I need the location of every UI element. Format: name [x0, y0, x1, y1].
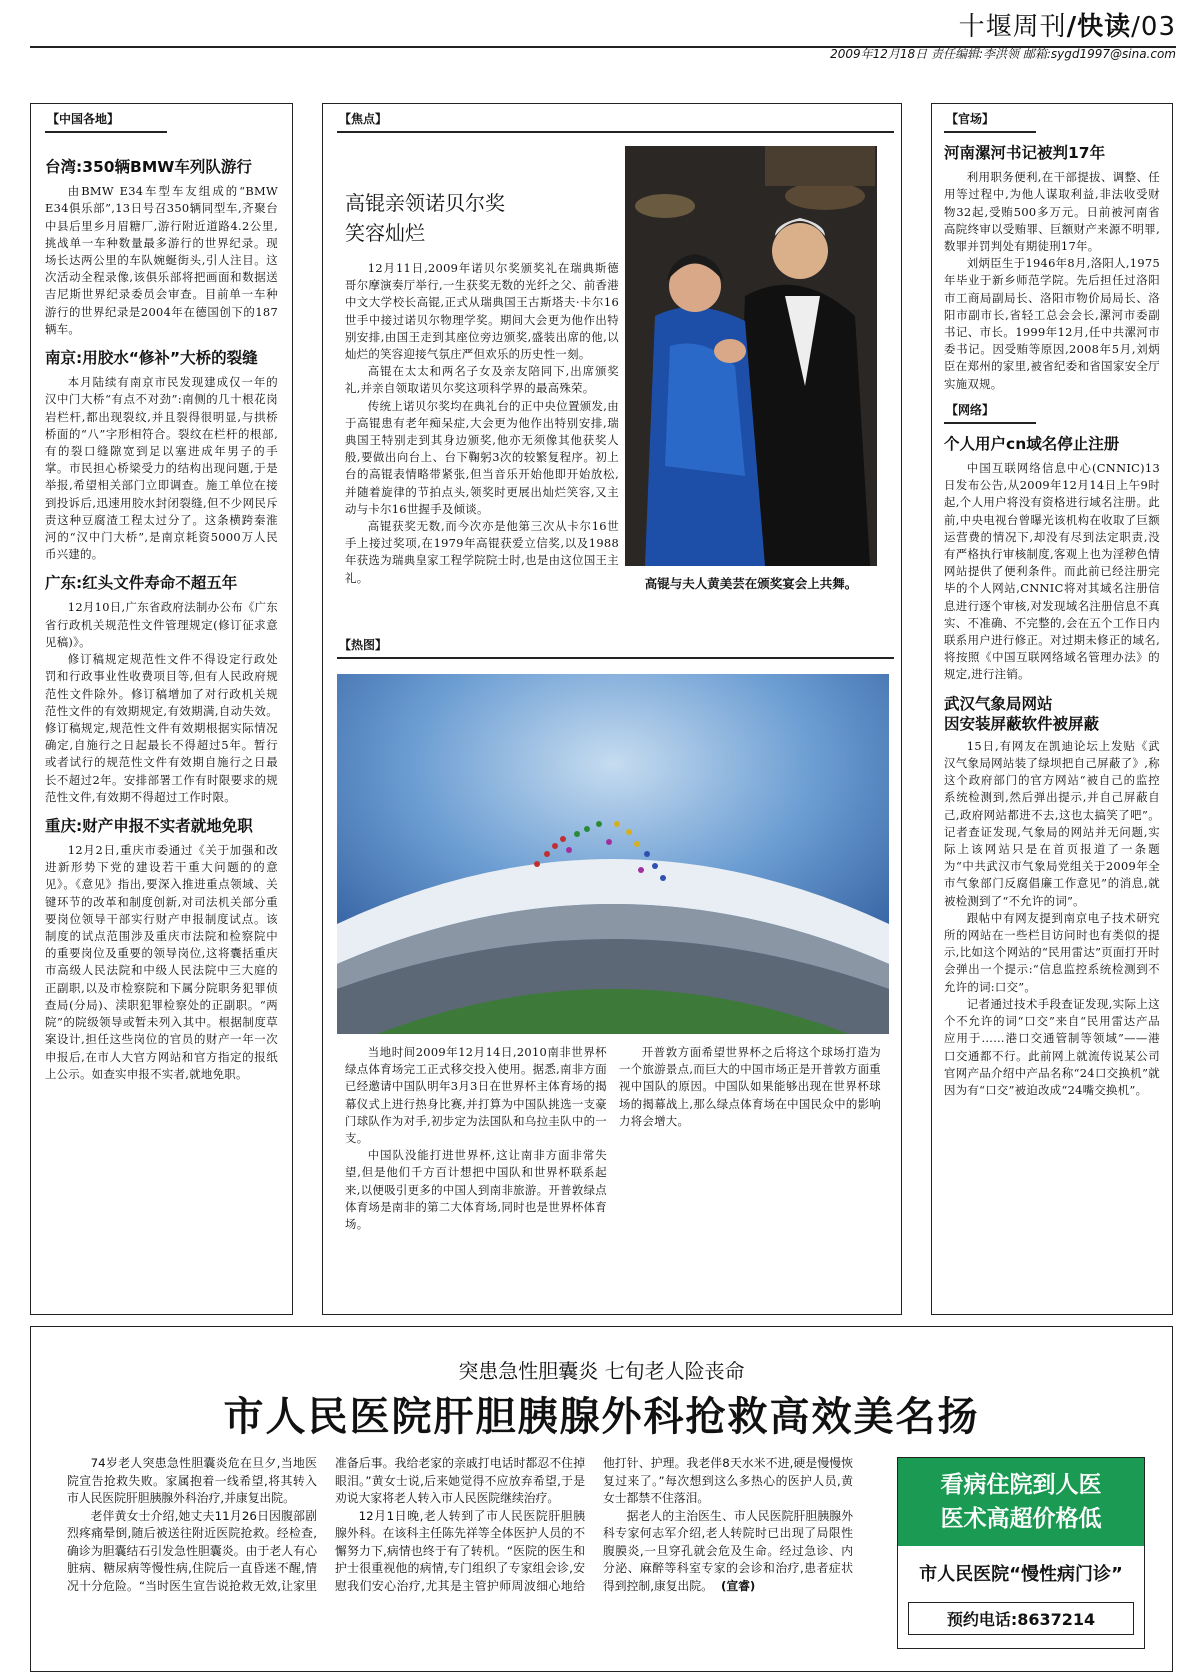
ad-paragraph-text: 据老人的主治医生、市人民医院肝胆胰腺外科专家何志军介绍,老人转院时已出现了局限性腹膜炎,一旦穿孔就会危及生命。经过急诊、内分泌、麻醉等科室专家的会诊和治疗,患者症状得到控制,康复出院。: [603, 1508, 853, 1593]
masthead-divider: [30, 46, 1176, 48]
article-cn-domain: [944, 434, 1160, 684]
hot-paragraph: 开普敦方面希望世界杯之后将这个球场打造为一个旅游景点,而巨大的中国市场正是开普敦方面重视中国队的原因。中国队如果能够出现在世界杯球场的揭幕战上,那么绿点体育场在中国民众中的影响力将会增大。: [619, 1045, 881, 1128]
middle-column: [322, 103, 902, 1315]
brand-name: 十堰周刊: [958, 12, 1067, 42]
focus-title: [345, 188, 625, 248]
article-nanjing: [45, 348, 278, 563]
hot-body-left: [345, 1044, 607, 1233]
brand-section: 快读: [1077, 12, 1132, 42]
ad-paragraph: 12月1日晚,老人转到了市人民医院肝胆胰腺外科。在该科主任陈先祥等全体医护人员的不懈努力下,病情也终于有了转机。“医院的医生和护士很重视他的病情,专门组织了专家组会诊,安慰我们安心治疗,尤其是主管护师周波细心地给他打针、护理。我老伴8天水米不进,硬是慢慢恢复过来了。”每次想到这么多热心的医护人员,黄女士都禁不住落泪。: [335, 1456, 853, 1593]
article-title: 重庆:财产申报不实者就地免职: [45, 816, 253, 835]
hot-paragraph: 当地时间2009年12月14日,2010南非世界杯绿点体育场完工正式移交投入使用。据悉,南非方面已经邀请中国队明年3月3日在世界杯主体育场的揭幕仪式上进行热身比赛,并打算为中国队挑选一支豪门球队作为对手,初步定为法国队和乌拉圭队中的一支。: [345, 1045, 607, 1146]
section-tag-network: 【网络】: [944, 399, 1036, 424]
ad-slogan-line1: 看病住院到人医: [940, 1472, 1102, 1498]
article-chongqing: [45, 816, 278, 1083]
ad-promo-slogan: [898, 1458, 1144, 1546]
section-tag-regions: 【中国各地】: [45, 108, 167, 133]
article-paragraph: 本月陆续有南京市民发现建成仅一年的汉中门大桥“有点不对劲”:南侧的几十根花岗岩栏杆,都出现裂纹,并且裂得很明显,与拱桥桥面的“八”字形相符合。裂纹在栏杆的根部,有的裂口缝隙宽到足以塞进成年男子的手掌。市民担心桥梁受力的结构出现问题,于是举报,希望相关部门立即调查。施工单位在接到投诉后,迅速用胶水封闭裂缝,但不少网民斥责这种豆腐渣工程太过分了。这条横跨秦淮河的“汉中门大桥”,是南京耗资5000万人民币兴建的。: [45, 375, 278, 562]
focus-title-line1: 高锟亲领诺贝尔奖: [345, 191, 505, 215]
article-paragraph: 修订稿规定规范性文件不得设定行政处罚和行政事业性收费项目等,但有人民政府规范性文件除外。修订稿增加了对行政机关规范性文件的有效期规定,有效期满,自动失效。修订稿规定,规范性文件有效期根据实际情况确定,自施行之日起最长不得超过5年。暂行或者试行的规范性文件有效期自施行之日最长不超过2年。安排部署工作有时限要求的规范性文件,有效期不得超过工作时限。: [45, 652, 278, 804]
left-column: [30, 103, 293, 1315]
ad-paragraph: [603, 1508, 853, 1596]
nobel-dance-photo-art: [625, 146, 877, 566]
page-number: /03: [1131, 12, 1176, 42]
ad-clinic-name: 市人民医院“慢性病门诊”: [919, 1564, 1123, 1585]
ad-body: [67, 1455, 853, 1655]
ad-slogan-line2: 医术高超价格低: [940, 1506, 1102, 1532]
article-title: 个人用户cn域名停止注册: [944, 434, 1120, 453]
hospital-ad: [30, 1326, 1173, 1672]
hot-body-right: [619, 1044, 881, 1130]
ad-paragraph: 74岁老人突患急性胆囊炎危在旦夕,当地医院宣告抢救失败。家属抱着一线希望,将其转入市人民医院肝胆胰腺外科治疗,并康复出院。: [67, 1456, 317, 1505]
article-title-line2: 因安装屏蔽软件被屏蔽: [944, 714, 1100, 733]
ad-subtitle: 突患急性胆囊炎 七旬老人险丧命: [458, 1359, 745, 1383]
article-paragraph: 利用职务便利,在干部提拔、调整、任用等过程中,为他人谋取利益,非法收受财物32起,受贿500多万元。日前被河南省高院终审以受贿罪、巨额财产来源不明罪,数罪并罚判处有期徒刑17年。: [944, 170, 1160, 253]
masthead-info: 2009年12月18日 责任编辑:李洪领 邮箱:sygd1997@sina.com: [830, 47, 1176, 61]
article-guangdong: [45, 573, 278, 806]
ad-promo-box: [897, 1457, 1145, 1649]
section-tag-focus: 【焦点】: [337, 108, 894, 133]
article-title: 河南漯河书记被判17年: [944, 144, 1106, 162]
focus-paragraph: 高锟获奖无数,而今次亦是他第三次从卡尔16世手上接过奖项,在1979年高锟获爱立信奖,以及1988年获选为瑞典皇家工程学院院士时,也是由这位国王主礼。: [345, 519, 619, 585]
article-title: 广东:红头文件寿命不超五年: [45, 574, 238, 593]
article-taiwan: [45, 157, 278, 338]
article-luohe: [944, 143, 1160, 393]
article-paragraph: 记者通过技术手段查证发现,实际上这个不允许的词“口交”来自“民用雷达产品应用于……港口交通管制等领域”——港口交通都不行。此前网上就流传说某公司官网产品介绍中产品名称“24口交换机”就因为有“口交”被迫改成“24嘴交换机”。: [944, 996, 1160, 1097]
right-column: [931, 103, 1173, 1315]
article-paragraph: 刘炳臣生于1946年8月,洛阳人,1975年毕业于新乡师范学院。先后担任过洛阳市工商局副局长、洛阳市物价局局长、洛阳市副市长,省轻工总会会长,漯河市委副书记、市长。1999年12月,任中共漯河市委书记。因受贿等原因,2008年5月,刘炳臣在郑州的家里,被省纪委和省国家安全厅实施双规。: [944, 256, 1160, 391]
article-title: [944, 694, 1160, 734]
article-title: 南京:用胶水“修补”大桥的裂缝: [45, 348, 258, 367]
stadium-photo: [337, 674, 889, 1034]
masthead-brand: 十堰周刊/快读/03: [958, 12, 1176, 42]
hot-paragraph: 中国队没能打进世界杯,这让南非方面非常失望,但是他们千方百计想把中国队和世界杯联系起来,以便吸引更多的中国人到南非旅游。开普敦绿点体育场是南非的第二大体育场,同时也是世界杯体育场。: [345, 1148, 607, 1232]
nobel-dance-photo: [625, 146, 877, 566]
article-paragraph: 12月10日,广东省政府法制办公布《广东省行政机关规范性文件管理规定(修订征求意见稿)》。: [45, 600, 278, 649]
section-tag-hot: 【热图】: [337, 634, 894, 659]
article-paragraph: 15日,有网友在凯迪论坛上发贴《武汉气象局网站装了绿坝把自己屏蔽了》,称这个政府部门的官方网站“被自己的监控系统检测到,然后弹出提示,并自己屏蔽自己,政府网站都进不去,这也太搞笑了吧”。记者查证发现,气象局的网站并无问题,实际上该网站只是在首页报道了一条题为“中共武汉市气象局党组关于2009年全市气象部门反腐倡廉工作意见”的消息,就被检测到了“不允许的词”。: [944, 738, 1160, 908]
article-paragraph: 中国互联网络信息中心(CNNIC)13日发布公告,从2009年12月14日上午9时起,个人用户将没有资格进行域名注册。此前,中央电视台曾曝光该机构在收取了巨额运营费的情况下,却没有尽到法定职责,没有严格执行审核制度,客观上也为淫秽色情网站提供了便利条件。而此前已经注册完毕的个人网站,CNNIC将对其域名注册信息进行逐个审核,对发现域名注册信息不真实、不准确、不完整的,会在五个工作日内联系用户进行修正。对过期未修正的域名,将按照《中国互联网络域名管理办法》的规定,进行注销。: [944, 460, 1160, 682]
article-wuhan: [944, 694, 1160, 1100]
section-tag-officials: 【官场】: [944, 108, 1036, 133]
article-paragraph: 跟帖中有网友提到南京电子技术研究所的网站在一些栏目访问时也有类似的提示,比如这个网站的“民用雷达”页面打开时会弹出一个提示:“信息监控系统检测到不允许的词:口交”。: [944, 910, 1160, 994]
focus-paragraph: 高锟在太太和两名子女及亲友陪同下,出席颁奖礼,并亲自领取诺贝尔奖这项科学界的最高殊荣。: [345, 364, 619, 396]
article-title-line1: 武汉气象局网站: [944, 694, 1053, 713]
focus-paragraph: 12月11日,2009年诺贝尔奖颁奖礼在瑞典斯德哥尔摩演奏厅举行,一生获奖无数的光纤之父、前香港中文大学校长高锟,正式从瑞典国王古斯塔夫·卡尔16世手中接过诺贝尔物理学奖。期间大会更为他作出特别安排,由国王走到其座位旁边颁奖,盛装出席的他,以灿烂的笑容迎接气氛庄严但欢乐的历史性一刻。: [345, 261, 619, 362]
ad-phone: 预约电话:8637214: [908, 1602, 1134, 1635]
focus-title-line2: 笑容灿烂: [345, 221, 425, 245]
ad-paragraph: 老伴黄女士介绍,她丈夫11月26日因腹部剧烈疼痛晕倒,随后被送往附近医院抢救。经检查,确诊为胆囊结石引发急性胆囊炎。由于老人有心脏病、糖尿病等慢性病,住院后一直昏迷不醒,情况十分危险。“当时医生宣告说抢救无效,让家里准备后事。我给老家的亲戚打电话时都忍不住掉眼泪。”黄女士说,后来她觉得不应放弃希望,于是劝说大家将老人转入市人民医院继续治疗。: [67, 1456, 585, 1593]
focus-paragraph: 传统上诺贝尔奖均在典礼台的正中央位置颁发,由于高锟患有老年痴呆症,大会更为他作出特别安排,瑞典国王特别走到其身边颁奖,他亦无须像其他获奖人般,要做出向台上、台下鞠躬3次的较繁复程序。初上台的高锟表情略带紧张,但当音乐开始他即开始放松,并随着旋律的节拍点头,领奖时更展出灿烂笑容,又主动与卡尔16世握手及倾谈。: [345, 398, 619, 516]
ad-byline: (宣睿): [720, 1578, 756, 1593]
photo-caption: 高锟与夫人黄美芸在颁奖宴会上共舞。: [644, 576, 858, 591]
article-paragraph: 由BMW E34车型车友组成的“BMW E34俱乐部”,13日号召350辆同型车,齐聚台中县后里乡月眉糖厂,游行附近道路4.2公里,挑战单一车种数量最多游行的世界纪录。现场长达两公里的车队婉蜒街头,引人注目。这次活动全程录像,该俱乐部将把画面和数据送吉尼斯世界纪录委员会审查。目前单一车种游行的世界纪录是2004年在德国创下的187辆车。: [45, 184, 278, 336]
ad-title: 市人民医院肝胆胰腺外科抢救高效美名扬: [223, 1394, 980, 1440]
article-paragraph: 12月2日,重庆市委通过《关于加强和改进新形势下党的建设若干重大问题的的意见》。《意见》指出,要深入推进重点领域、关键环节的改革和制度创新,对司法机关部分重要岗位领导干部实行财产申报制度试点。该制度的试点范围涉及重庆市法院和检察院中的重要岗位及重要的领导岗位,这将囊括重庆市高级人民法院和中级人民法院中三大庭的正副职,以及市检察院和下属分院职务犯罪侦查局(分局)、渎职犯罪检察处的正副职。“两院”的院级领导或暂未列入其中。根据制度草案设计,担任这些岗位的官员的财产一年一次申报后,在市人大官方网站和官方指定的报纸上公示。如查实申报不实者,就地免职。: [45, 843, 278, 1081]
stadium-photo-art: [337, 674, 889, 1034]
article-title: 台湾:350辆BMW车列队游行: [45, 158, 252, 176]
masthead: [830, 6, 1176, 62]
